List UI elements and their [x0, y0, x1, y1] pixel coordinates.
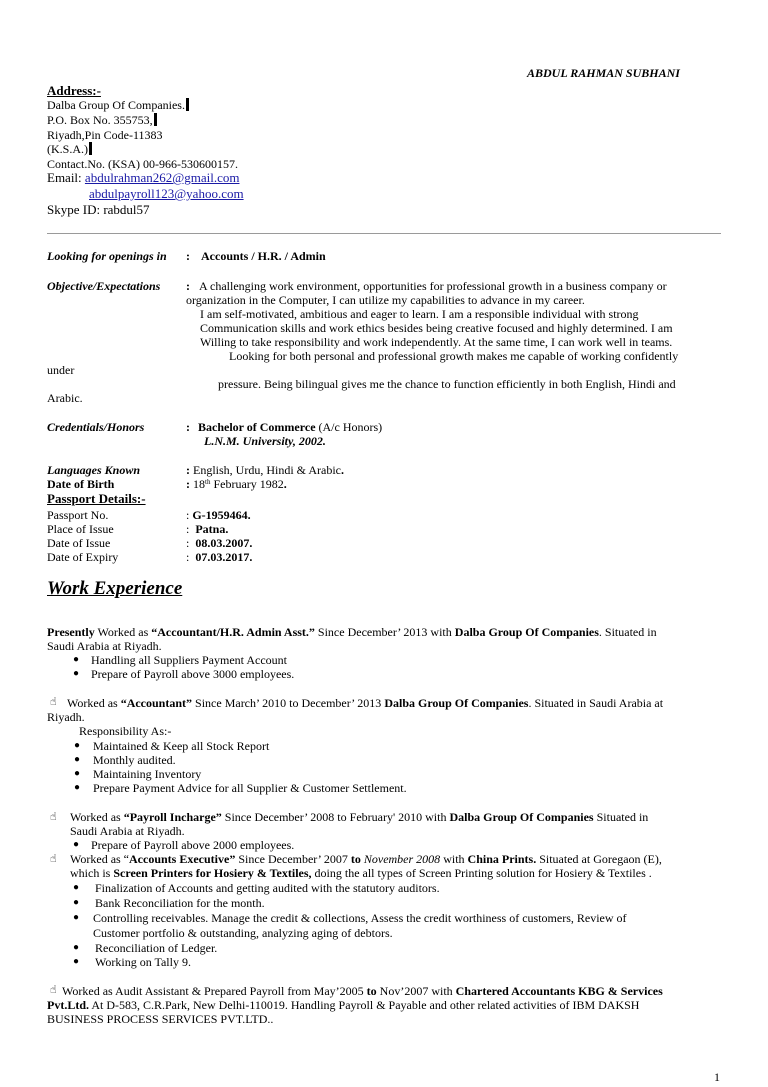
looking-label: Looking for openings in: [47, 249, 167, 263]
email-link-primary[interactable]: abdulrahman262@gmail.com: [84, 170, 240, 185]
bullet-icon: ●: [73, 942, 80, 953]
page-number: 1: [714, 1070, 720, 1084]
address-title: Address:-: [47, 83, 101, 98]
objective-line: A challenging work environment, opportunities for professional growth in a business company or: [199, 279, 667, 293]
text-cursor-icon: [186, 98, 189, 111]
passport-row-value: : 07.03.2017.: [186, 550, 253, 564]
bullet-icon: ●: [73, 654, 80, 665]
bullet-icon: ●: [73, 668, 80, 679]
bullet-icon: ●: [74, 768, 81, 779]
list-item: Maintained & Keep all Stock Report: [93, 739, 270, 753]
bullet-icon: ●: [73, 956, 80, 967]
credentials-university: L.N.M. University, 2002.: [204, 434, 326, 448]
passport-row-label: Date of Expiry: [47, 550, 119, 564]
section-divider: [47, 233, 721, 234]
pointing-hand-icon: ☝: [50, 983, 57, 996]
list-item: Finalization of Accounts and getting audited with the statutory auditors.: [95, 881, 440, 895]
list-item: Prepare Payment Advice for all Supplier & Customer Settlement.: [93, 781, 407, 795]
list-item-continuation: Customer portfolio & outstanding, analyzing aging of debtors.: [93, 926, 393, 940]
address-line: P.O. Box No. 355753,: [47, 113, 157, 127]
list-item: Controlling receivables. Manage the credit & collections, Assess the credit worthiness of customers, Review of: [93, 911, 627, 925]
bullet-icon: ●: [73, 897, 80, 908]
credentials-label: Credentials/Honors: [47, 420, 145, 434]
passport-row-label: Date of Issue: [47, 536, 111, 550]
dob-value: : 18th February 1982.: [186, 477, 287, 491]
passport-row-value: : 08.03.2007.: [186, 536, 253, 550]
list-item: Prepare of Payroll above 2000 employees.: [91, 838, 295, 852]
pointing-hand-icon: ☝: [50, 810, 57, 823]
objective-line: pressure. Being bilingual gives me the chance to function efficiently in both English, Hindi and: [218, 377, 676, 391]
address-line: Riyadh,Pin Code-11383: [47, 128, 163, 142]
list-item: Maintaining Inventory: [93, 767, 202, 781]
job-line: which is Screen Printers for Hosiery & Textiles, doing the all types of Screen Printing solution for Hosiery & Textiles .: [70, 866, 652, 880]
text-cursor-icon: [154, 113, 157, 126]
pointing-hand-icon: ☝: [50, 695, 57, 708]
list-item: Monthly audited.: [93, 753, 176, 767]
bullet-icon: ●: [74, 754, 81, 765]
list-item: Reconciliation of Ledger.: [95, 941, 218, 955]
list-item: Handling all Suppliers Payment Account: [91, 653, 287, 667]
job-line: Pvt.Ltd. At D-583, C.R.Park, New Delhi-110019. Handling Payroll & Payable and other related activities of IBM DAKSH: [47, 998, 640, 1012]
objective-line: Looking for both personal and professional growth makes me capable of working confidently: [229, 349, 679, 363]
pointing-hand-icon: ☝: [50, 852, 57, 865]
job-line: Worked as “Accounts Executive” Since December’ 2007 to November 2008 with China Prints. Situated at Goregaon (E),: [70, 852, 662, 866]
objective-line: under: [47, 363, 75, 377]
objective-line: Communication skills and work ethics besides being creative focused and highly determined. I am: [200, 321, 673, 335]
job-line: BUSINESS PROCESS SERVICES PVT.LTD..: [47, 1012, 274, 1026]
job-line: Saudi Arabia at Riyadh.: [70, 824, 185, 838]
bullet-icon: ●: [74, 782, 81, 793]
passport-row-value: : G-1959464.: [186, 508, 251, 522]
job-line: Worked as Audit Assistant & Prepared Payroll from May’2005 to Nov’2007 with Chartered Accountants KBG & Services: [62, 984, 663, 998]
job-line: Riyadh.: [47, 710, 85, 724]
responsibility-label: Responsibility As:-: [79, 724, 172, 738]
contact-number: Contact.No. (KSA) 00-966-530600157.: [47, 157, 238, 171]
work-experience-heading: Work Experience: [47, 578, 183, 599]
email-link-secondary[interactable]: abdulpayroll123@yahoo.com: [89, 186, 244, 201]
list-item: Prepare of Payroll above 3000 employees.: [91, 667, 295, 681]
passport-row-label: Place of Issue: [47, 522, 114, 536]
bullet-icon: ●: [73, 912, 80, 923]
looking-value: Accounts / H.R. / Admin: [201, 249, 326, 263]
dob-label: Date of Birth: [47, 477, 115, 491]
job-line: Presently Worked as “Accountant/H.R. Admin Asst.” Since December’ 2013 with Dalba Group Of Companies. Situated in: [47, 625, 657, 639]
looking-colon: :: [186, 249, 190, 263]
skype-id: Skype ID: rabdul57: [47, 202, 150, 217]
job-line: Saudi Arabia at Riyadh.: [47, 639, 162, 653]
bullet-icon: ●: [74, 740, 81, 751]
bullet-icon: ●: [73, 882, 80, 893]
address-line: (K.S.A.): [47, 142, 92, 156]
text-cursor-icon: [89, 142, 92, 155]
objective-colon: :: [186, 279, 190, 293]
email-row: [47, 171, 240, 185]
address-line: Dalba Group Of Companies.: [47, 98, 189, 112]
applicant-name: ABDUL RAHMAN SUBHANI: [527, 66, 680, 80]
languages-label: Languages Known: [47, 463, 141, 477]
objective-line: Willing to take responsibility and work independently. At the same time, I can work well in teams.: [200, 335, 673, 349]
passport-row-value: : Patna.: [186, 522, 229, 536]
credentials-colon: :: [186, 420, 190, 434]
bullet-icon: ●: [73, 839, 80, 850]
credentials-degree: Bachelor of Commerce (A/c Honors): [198, 420, 383, 434]
objective-label: Objective/Expectations: [47, 279, 161, 293]
list-item: Working on Tally 9.: [95, 955, 191, 969]
objective-line: organization in the Computer, I can utilize my capabilities to advance in my career.: [186, 293, 585, 307]
job-line: Worked as “Accountant” Since March’ 2010 to December’ 2013 Dalba Group Of Companies. Situated in Saudi Arabia at: [67, 696, 664, 710]
email-label: Email:: [47, 170, 82, 185]
list-item: Bank Reconciliation for the month.: [95, 896, 265, 910]
passport-title: Passport Details:-: [47, 491, 146, 506]
job-line: Worked as “Payroll Incharge” Since December’ 2008 to February' 2010 with Dalba Group Of Companies Situated in: [70, 810, 649, 824]
objective-line: Arabic.: [47, 391, 83, 405]
passport-row-label: Passport No.: [47, 508, 109, 522]
objective-line: I am self-motivated, ambitious and eager to learn. I am a responsible individual with strong: [200, 307, 639, 321]
languages-value: : English, Urdu, Hindi & Arabic.: [186, 463, 344, 477]
